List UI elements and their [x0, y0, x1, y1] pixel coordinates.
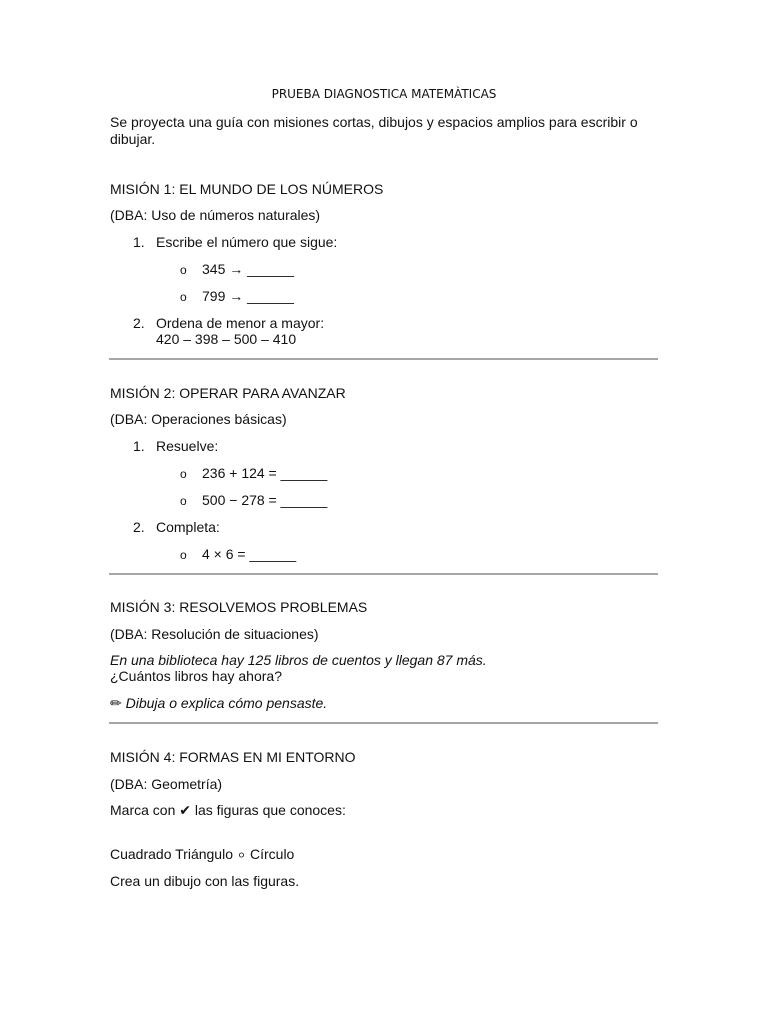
section-divider [109, 573, 658, 575]
mission-3-heading-row [110, 599, 367, 617]
bullet-marker: o [180, 494, 187, 508]
mission-3-draw-row [110, 695, 327, 713]
mission-1-dba: (DBA: Uso de números naturales) [110, 207, 321, 223]
section-divider [109, 358, 658, 360]
mission-3-draw-instruction: Dibuja o explica cómo pensaste. [125, 695, 328, 711]
mission-2-q2-number: 2. [133, 519, 145, 535]
mission-3-heading: MISIÓN 3: RESOLVEMOS PROBLEMAS [110, 599, 368, 615]
mission-2-q1-item-2: 500 − 278 = ______ [202, 492, 328, 508]
mission-1-q1-text: Escribe el número que sigue: [156, 234, 338, 250]
section-divider [109, 722, 658, 724]
mission-4-create-instruction: Crea un dibujo con las figuras. [110, 873, 300, 889]
mission-2-q1-item-1: 236 + 124 = ______ [202, 465, 328, 481]
mission-1-q1-item-2: 799 → ______ [202, 288, 294, 304]
mission-4-mark-text: Marca con [110, 802, 176, 818]
intro-paragraph: Se proyecta una guía con misiones cortas, dibujos y espacios amplios para escribir o dibujar. [110, 114, 638, 147]
mission-1-q1-item-1: 345 → ______ [202, 261, 294, 277]
mission-4-heading: MISIÓN 4: FORMAS EN MI ENTORNO [110, 749, 356, 765]
mission-2-q2-text: Completa: [156, 519, 220, 535]
shape-triangle-label: Triángulo [175, 846, 233, 862]
mission-1-q2-sequence: 420 – 398 – 500 – 410 [156, 331, 297, 347]
mission-3-problem: En una biblioteca hay 125 libros de cuentos y llegan 87 más. [110, 652, 487, 668]
shape-square-label: Cuadrado [110, 846, 172, 862]
checkmark-icon: ✔ [179, 803, 191, 819]
page-title: PRUEBA DIAGNOSTICA MATEMÀTICAS [271, 87, 497, 101]
mission-3-dba: (DBA: Resolución de situaciones) [110, 626, 319, 642]
mission-1-q2-number: 2. [133, 315, 145, 331]
mission-4-mark-row [110, 802, 346, 820]
mission-4-heading-row [110, 749, 356, 767]
mission-4-shapes-row [110, 846, 294, 864]
circle-icon: ⚪ [236, 849, 247, 862]
shape-circle-label: Círculo [250, 846, 295, 862]
mission-1-q2-text: Ordena de menor a mayor: [156, 315, 325, 331]
mission-1-q1-number: 1. [133, 234, 145, 250]
mission-3-question: ¿Cuántos libros hay ahora? [110, 668, 282, 684]
mission-2-heading-row [110, 385, 346, 403]
mission-2-q2-item-1: 4 × 6 = ______ [202, 546, 297, 562]
mission-2-q1-text: Resuelve: [156, 438, 219, 454]
mission-2-heading: MISIÓN 2: OPERAR PARA AVANZAR [110, 385, 346, 401]
bullet-marker: o [180, 548, 187, 562]
pencil-icon: ✏ [110, 696, 122, 712]
mission-2-dba: (DBA: Operaciones básicas) [110, 411, 287, 427]
mission-1-heading: MISIÓN 1: EL MUNDO DE LOS NÚMEROS [110, 181, 384, 197]
mission-4-mark-rest: las figuras que conoces: [194, 802, 346, 818]
bullet-marker: o [180, 290, 187, 304]
bullet-marker: o [180, 467, 187, 481]
mission-2-q1-number: 1. [133, 438, 145, 454]
bullet-marker: o [180, 263, 187, 277]
mission-4-dba: (DBA: Geometría) [110, 776, 223, 792]
